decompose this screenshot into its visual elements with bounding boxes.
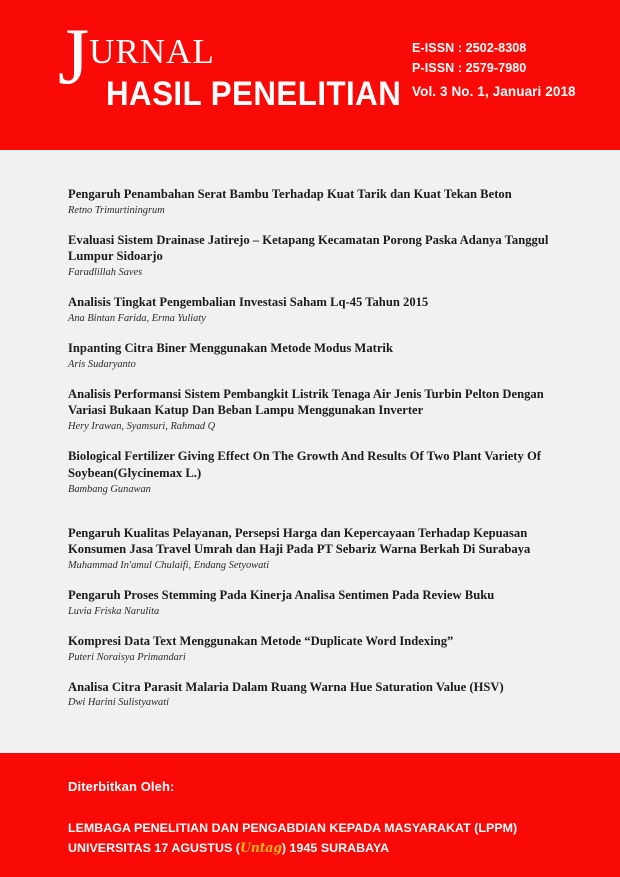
toc-entry[interactable] (68, 679, 568, 710)
footer-red-band (0, 753, 620, 877)
journal-dropcap-letter: J (58, 13, 88, 101)
toc-entry-title: Evaluasi Sistem Drainase Jatirejo – Ketapang Kecamatan Porong Paska Adanya Tanggul Lumpur Sidoarjo (68, 232, 549, 264)
issn-info-block (412, 38, 582, 104)
toc-entry-title: Analisis Tingkat Pengembalian Investasi Saham Lq-45 Tahun 2015 (68, 295, 429, 310)
journal-subtitle: HASIL PENELITIAN (106, 75, 402, 113)
toc-entry-title: Biological Fertilizer Giving Effect On The Growth And Results Of Two Plant Variety Of Soybean(Glycinemax L.) (68, 449, 541, 480)
toc-entry-authors: Bambang Gunawan (68, 483, 151, 495)
contents-area (0, 150, 620, 753)
toc-entry-title: Kompresi Data Text Menggunakan Metode “Duplicate Word Indexing” (68, 633, 454, 648)
toc-entry-title: Analisa Citra Parasit Malaria Dalam Ruang Warna Hue Saturation Value (HSV) (68, 679, 504, 694)
published-by-label: Diterbitkan Oleh: (68, 779, 175, 794)
journal-masthead (58, 13, 402, 113)
toc-entry-authors: Muhammad In'amul Chulaifi, Endang Setyowati (68, 560, 270, 572)
toc-entry[interactable] (68, 448, 568, 495)
toc-entry[interactable] (68, 340, 568, 371)
toc-entry-authors: Puteri Noraisya Primandari (68, 651, 186, 663)
toc-entry[interactable] (68, 294, 568, 325)
toc-entry-title: Analisis Performansi Sistem Pembangkit Listrik Tenaga Air Jenis Turbin Pelton Dengan Variasi Bukaan Katup Dan Beban Lampu Menggunakan Inverter (68, 386, 544, 418)
untag-logotype: Untag (239, 840, 282, 856)
toc-entry-title: Pengaruh Kualitas Pelayanan, Persepsi Harga dan Kepercayaan Terhadap Kepuasan Konsumen Jasa Travel Umrah dan Haji Pada PT Sebariz Warna Berkah Di Surabaya (68, 525, 531, 557)
toc-entry[interactable] (68, 232, 568, 279)
toc-entry-title: Inpanting Citra Biner Menggunakan Metode Modus Matrik (68, 340, 393, 355)
publisher-university-suffix: ) 1945 SURABAYA (281, 841, 390, 856)
toc-entry[interactable] (68, 633, 568, 664)
table-of-contents (68, 186, 568, 724)
toc-entry-authors: Hery Irawan, Syamsuri, Rahmad Q (68, 421, 216, 433)
toc-entry[interactable] (68, 525, 568, 572)
toc-entry-authors: Faradlillah Saves (68, 267, 143, 279)
publisher-org-line-1: LEMBAGA PENELITIAN DAN PENGABDIAN KEPADA MASYARAKAT (LPPM) (68, 821, 518, 835)
toc-entry-title: Pengaruh Proses Stemming Pada Kinerja Analisa Sentimen Pada Review Buku (68, 588, 495, 603)
journal-title-line1 (58, 13, 215, 101)
toc-entry-authors: Ana Bintan Farida, Erma Yuliaty (68, 312, 206, 324)
header-red-band (0, 0, 620, 150)
volume-issue-text: Vol. 3 No. 1, Januari 2018 (412, 83, 576, 99)
toc-entry-authors: Luvia Friska Narulita (68, 605, 160, 617)
toc-entry[interactable] (68, 186, 568, 217)
pissn-text: P-ISSN : 2579-7980 (412, 61, 527, 76)
eissn-text: E-ISSN : 2502-8308 (412, 41, 527, 55)
journal-title-rest: URNAL (89, 32, 215, 71)
toc-entry-authors: Aris Sudaryanto (68, 358, 136, 370)
publisher-university-prefix: UNIVERSITAS 17 AGUSTUS ( (68, 841, 240, 856)
publisher-org-line-2 (68, 838, 517, 858)
publisher-block (68, 779, 517, 858)
toc-entry[interactable] (68, 587, 568, 618)
toc-entry-title: Pengaruh Penambahan Serat Bambu Terhadap Kuat Tarik dan Kuat Tekan Beton (68, 187, 512, 201)
toc-entry[interactable] (68, 386, 568, 433)
toc-entry-authors: Dwi Harini Sulistyawati (68, 697, 170, 709)
toc-entry-authors: Retno Trimurtiningrum (68, 204, 165, 216)
